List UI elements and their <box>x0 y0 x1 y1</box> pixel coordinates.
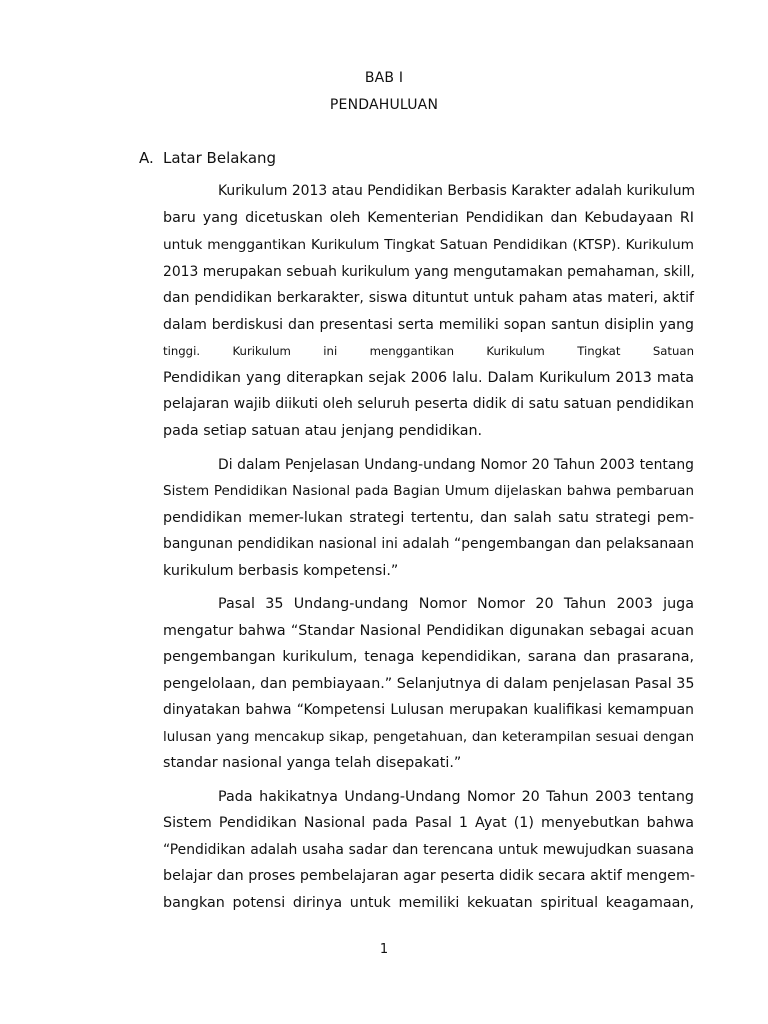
paragraph-1-line-2: baru yang dicetuskan oleh Kementerian Pendidikan dan Kebudayaan RI <box>163 210 694 226</box>
paragraph-1-line-9: pelajaran wajib diikuti oleh seluruh peserta didik di satu satuan pendidikan <box>163 396 694 412</box>
paragraph-1-line-4: 2013 merupakan sebuah kurikulum yang mengutamakan pemahaman, skill, <box>163 264 695 280</box>
paragraph-4-line-1: Pada hakikatnya Undang-Undang Nomor 20 Tahun 2003 tentang <box>218 789 694 805</box>
paragraph-2-line-4: bangunan pendidikan nasional ini adalah “pengembangan dan pelaksanaan <box>163 536 694 552</box>
paragraph-1-line-3: untuk menggantikan Kurikulum Tingkat Satuan Pendidikan (KTSP). Kurikulum <box>163 237 694 253</box>
page-number: 1 <box>379 942 389 957</box>
paragraph-3-line-4: pengelolaan, dan pembiayaan.” Selanjutnya di dalam penjelasan Pasal 35 <box>163 676 695 692</box>
paragraph-1-line-10: pada setiap satuan atau jenjang pendidikan. <box>163 423 483 439</box>
paragraph-2-line-5: kurikulum berbasis kompetensi.” <box>163 563 399 579</box>
paragraph-3-line-2: mengatur bahwa “Standar Nasional Pendidikan digunakan sebagai acuan <box>163 623 694 639</box>
section-heading <box>139 149 276 167</box>
paragraph-4-line-2: Sistem Pendidikan Nasional pada Pasal 1 Ayat (1) menyebutkan bahwa <box>163 815 694 831</box>
paragraph-3-line-6: lulusan yang mencakup sikap, pengetahuan, dan keterampilan sesuai dengan <box>163 729 694 745</box>
paragraph-1-line-6: dalam berdiskusi dan presentasi serta memiliki sopan santun disiplin yang <box>163 317 694 333</box>
paragraph-3-line-5: dinyatakan bahwa “Kompetensi Lulusan merupakan kualifikasi kemampuan <box>163 702 694 718</box>
section-letter: A. <box>139 149 154 167</box>
paragraph-2-line-1: Di dalam Penjelasan Undang-undang Nomor 20 Tahun 2003 tentang <box>218 457 694 473</box>
paragraph-2-line-3: pendidikan memer-lukan strategi tertentu, dan salah satu strategi pem- <box>163 510 694 526</box>
paragraph-1-line-5: dan pendidikan berkarakter, siswa dituntut untuk paham atas materi, aktif <box>163 290 694 306</box>
paragraph-4-line-5: bangkan potensi dirinya untuk memiliki kekuatan spiritual keagamaan, <box>163 895 694 911</box>
paragraph-1-line-7: tinggi. Kurikulum ini menggantikan Kurikulum Tingkat Satuan <box>163 344 694 358</box>
paragraph-1-line-8: Pendidikan yang diterapkan sejak 2006 lalu. Dalam Kurikulum 2013 mata <box>163 370 694 386</box>
section-title: Latar Belakang <box>163 149 277 167</box>
paragraph-3-line-3: pengembangan kurikulum, tenaga kependidikan, sarana dan prasarana, <box>163 649 694 665</box>
paragraph-2-line-2: Sistem Pendidikan Nasional pada Bagian Umum dijelaskan bahwa pembaruan <box>163 483 694 499</box>
paragraph-3-line-7: standar nasional yanga telah disepakati.” <box>163 755 462 771</box>
chapter-title: PENDAHULUAN <box>329 97 439 113</box>
paragraph-1-line-1: Kurikulum 2013 atau Pendidikan Berbasis Karakter adalah kurikulum <box>218 183 696 199</box>
chapter-number: BAB I <box>364 70 404 86</box>
paragraph-4-line-4: belajar dan proses pembelajaran agar peserta didik secara aktif mengem- <box>163 868 696 884</box>
paragraph-3-line-1: Pasal 35 Undang-undang Nomor Nomor 20 Tahun 2003 juga <box>218 596 694 612</box>
paragraph-4-line-3: “Pendidikan adalah usaha sadar dan terencana untuk mewujudkan suasana <box>163 842 694 858</box>
